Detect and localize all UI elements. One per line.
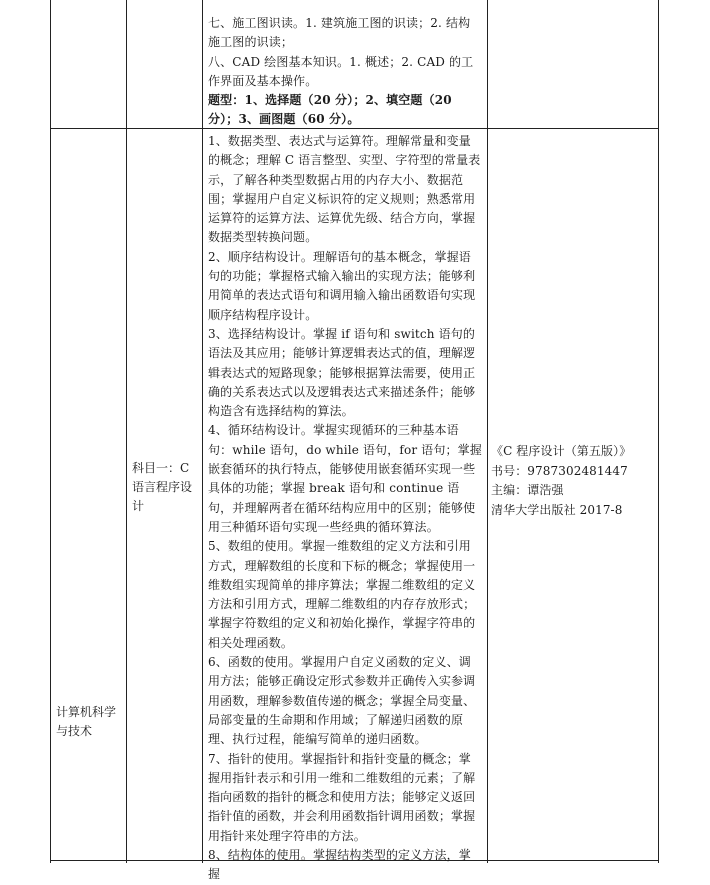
prev-row-line: 七、施工图识读。1. 建筑施工图的识读；2. 结构施工图的识读； [208,16,471,50]
content-item: 1、数据类型、表达式与运算符。理解常量和变量的概念；理解 C 语言整型、实型、字符型的常量表示，了解各种类型数据占用的内存大小、数据范围；掌握用户自定义标识符的定义规则；熟悉常用运算符的运算方法、运算优先级、结合方向，掌握数据类型转换问题。 [208,134,481,245]
table-divider-subject [202,0,203,863]
book-publisher: 清华大学出版社 2017-8 [491,502,623,517]
content-item: 2、顺序结构设计。理解语句的基本概念，掌握语句的功能；掌握格式输入输出的实现方法；能够利用简单的表达式语句和调用输入输出函数语句实现顺序结构程序设计。 [208,249,476,322]
table-border-right [658,0,659,863]
book-author: 主编：谭浩强 [491,483,564,497]
content-item: 3、选择结构设计。掌握 if 语句和 switch 语句的语法及其应用；能够计算逻辑表达式的值，理解逻辑表达式的短路现象；能够根据算法需要，使用正确的关系表达式以及逻辑表达式来描述条件；能够构造含有选择结构的算法。 [208,326,476,419]
exam-content-cell [208,132,482,882]
content-item: 4、循环结构设计。掌握实现循环的三种基本语句：while 语句，do while 语句，for 语句；掌握嵌套循环的执行特点，能够使用嵌套循环实现一些具体的功能；掌握 break 语句和 continue 语句，并理解两者在循环结构应用中的区别；能够使用三种循环语句实现一些经典的循环算法。 [208,423,482,534]
content-item: 7、指针的使用。掌握指针和指针变量的概念；掌握用指针表示和引用一维和二维数组的元素；了解指向函数的指针的概念和使用方法；能够定义返回指针值的函数，并会利用函数指针调用函数；掌握用指针来处理字符串的方法。 [208,751,476,843]
subject-label: 科目一：C 语言程序设计 [132,461,193,513]
table-divider-content [487,0,488,863]
major-label: 计算机科学与技术 [56,705,117,738]
book-isbn: 书号：9787302481447 [491,463,628,478]
book-title: 《C 程序设计（第五版）》 [491,444,632,458]
major-cell [56,703,122,741]
content-item: 6、函数的使用。掌握用户自定义函数的定义、调用方法；能够正确设定形式参数并正确传入实参调用函数，理解参数值传递的概念；掌握全局变量、局部变量的生命期和作用域；了解递归函数的原理、执行过程，能编写简单的递归函数。 [208,655,476,747]
prev-row-line: 八、CAD 绘图基本知识。1. 概述；2. CAD 的工作界面及基本操作。 [208,54,474,88]
content-item: 5、数组的使用。掌握一维数组的定义方法和引用方式，理解数组的长度和下标的概念；掌握使用一维数组实现简单的排序算法；掌握二维数组的定义方法和引用方式，理解二维数组的内存存放形式；掌握字符数组的定义和初始化操作，掌握字符串的相关处理函数。 [208,539,476,650]
prev-row-content [208,14,482,130]
subject-cell [132,459,198,516]
reference-book-cell [491,442,656,520]
table-divider-major [126,0,127,863]
question-types: 题型：1、选择题（20 分）；2、填空题（20 分）；3、画图题（60 分）。 [208,93,452,127]
table-border-left [50,0,51,863]
content-item: 8、结构体的使用。掌握结构类型的定义方法，掌握 [208,847,471,882]
